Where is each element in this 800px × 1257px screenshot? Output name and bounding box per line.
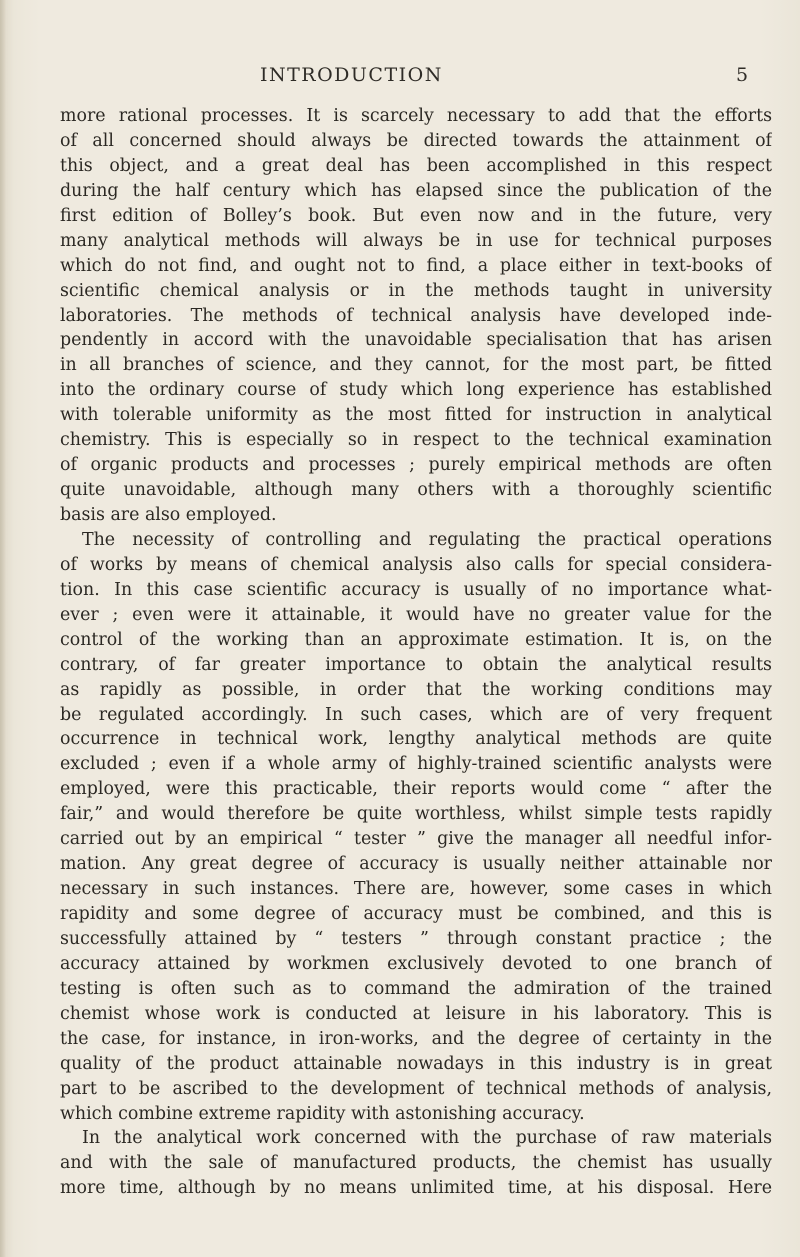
text-line: chemistry. This is especially so in respect to the technical examination: [60, 430, 772, 451]
text-line: many analytical methods will always be in use for technical purposes: [60, 230, 772, 251]
text-line: and with the sale of manufactured products, the chemist has usually: [60, 1153, 772, 1174]
text-line: with tolerable uniformity as the most fitted for instruction in analytical: [60, 405, 772, 426]
text-line: ever ; even were it attainable, it would have no greater value for the: [60, 604, 772, 625]
text-line: occurrence in technical work, lengthy analytical methods are quite: [60, 729, 772, 750]
text-line: be regulated accordingly. In such cases, which are of very frequent: [60, 704, 772, 725]
binding-shadow: [0, 0, 6, 1257]
text-line: testing is often such as to command the admiration of the trained: [60, 978, 772, 999]
text-line: employed, were this practicable, their reports would come “ after the: [60, 779, 772, 800]
page-number: 5: [736, 64, 749, 86]
text-line: which do not find, and ought not to find, a place either in text-books of: [60, 255, 772, 276]
text-line: tion. In this case scientific accuracy is usually of no importance what-: [60, 579, 772, 600]
text-line: mation. Any great degree of accuracy is usually neither attainable nor: [60, 854, 772, 875]
text-line: chemist whose work is conducted at leisure in his laboratory. This is: [60, 1003, 772, 1024]
text-line: necessary in such instances. There are, however, some cases in which: [60, 879, 772, 900]
paragraph-start-line: The necessity of controlling and regulating the practical operations: [82, 529, 772, 550]
text-line: in all branches of science, and they cannot, for the most part, be fitted: [60, 355, 772, 376]
text-line: accuracy attained by workmen exclusively devoted to one branch of: [60, 953, 772, 974]
text-line: more time, although by no means unlimited time, at his disposal. Here: [60, 1178, 772, 1199]
text-line: part to be ascribed to the development of technical methods of analysis,: [60, 1078, 772, 1099]
text-line: successfully attained by “ testers ” through constant practice ; the: [60, 928, 772, 949]
text-line: contrary, of far greater importance to obtain the analytical results: [60, 654, 772, 675]
text-line: quite unavoidable, although many others with a thoroughly scientific: [60, 480, 772, 501]
text-line: of works by means of chemical analysis also calls for special considera-: [60, 554, 772, 575]
running-title: INTRODUCTION: [260, 64, 443, 86]
text-line: quality of the product attainable nowadays in this industry is in great: [60, 1053, 772, 1074]
running-header: [0, 64, 800, 94]
body-text: [60, 104, 772, 1201]
text-line: scientific chemical analysis or in the methods taught in university: [60, 280, 772, 301]
text-line: this object, and a great deal has been accomplished in this respect: [60, 155, 772, 176]
text-line: into the ordinary course of study which long experience has established: [60, 380, 772, 401]
text-line: carried out by an empirical “ tester ” give the manager all needful infor-: [60, 829, 772, 850]
text-line: rapidity and some degree of accuracy must be combined, and this is: [60, 904, 772, 924]
text-line: as rapidly as possible, in order that the working conditions may: [60, 679, 772, 700]
text-line: laboratories. The methods of technical analysis have developed inde-: [60, 305, 772, 326]
text-line: during the half century which has elapsed since the publication of the: [60, 180, 772, 201]
paragraph-end-line: basis are also employed.: [60, 505, 277, 525]
paragraph-start-line: In the analytical work concerned with the purchase of raw materials: [82, 1128, 772, 1149]
text-line: fair,” and would therefore be quite worthless, whilst simple tests rapidly: [60, 804, 772, 825]
text-line: control of the working than an approximate estimation. It is, on the: [60, 629, 772, 650]
text-line: of organic products and processes ; purely empirical methods are often: [60, 455, 772, 476]
paragraph-end-line: which combine extreme rapidity with astonishing accuracy.: [60, 1103, 585, 1124]
text-line: first edition of Bolley’s book. But even now and in the future, very: [60, 205, 772, 226]
text-line: more rational processes. It is scarcely necessary to add that the efforts: [60, 106, 772, 126]
text-line: of all concerned should always be directed towards the attainment of: [60, 130, 772, 151]
text-line: the case, for instance, in iron-works, and the degree of certainty in the: [60, 1028, 772, 1049]
text-line: pendently in accord with the unavoidable specialisation that has arisen: [60, 330, 772, 351]
text-line: excluded ; even if a whole army of highly-trained scientific analysts were: [60, 754, 772, 775]
